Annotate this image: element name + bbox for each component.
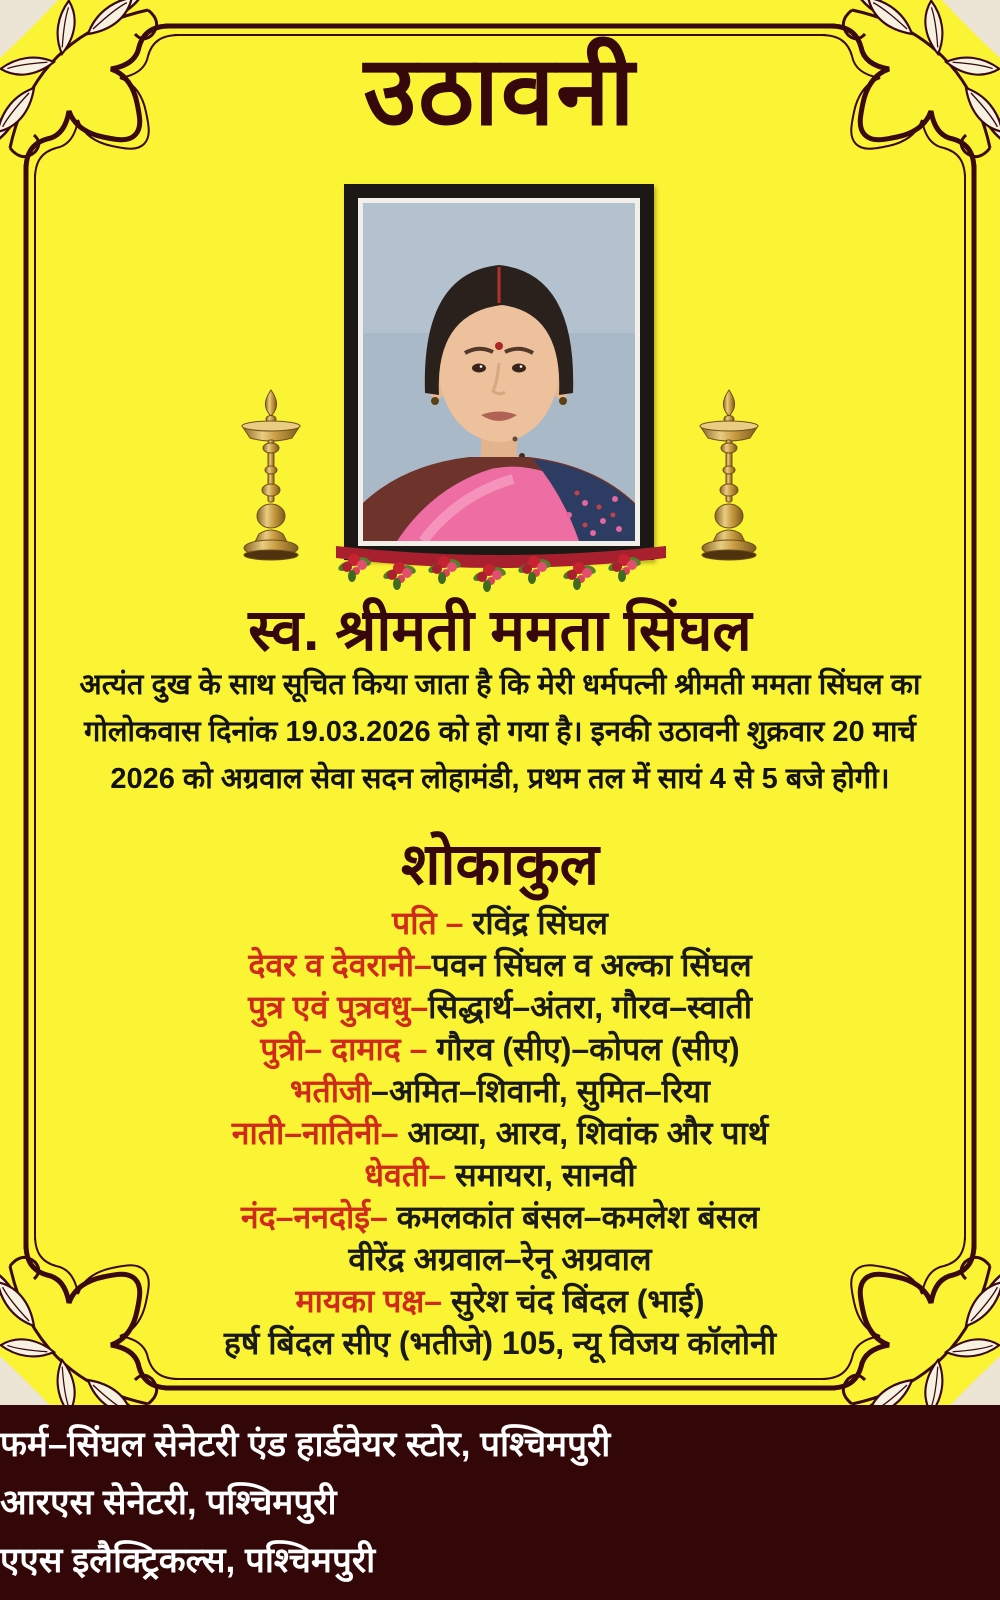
relation-label: पति – bbox=[392, 905, 473, 941]
relation-label: पुत्री– दामाद – bbox=[260, 1031, 437, 1067]
announcement-line: अत्यंत दुख के साथ सूचित किया जाता है कि मेरी धर्मपत्नी श्रीमती ममता सिंघल का bbox=[79, 669, 921, 701]
relation-names: सुरेश चंद बिंदल (भाई) bbox=[451, 1283, 705, 1319]
firm-line: एएस इलैक्ट्रिकल्स, पश्चिमपुरी bbox=[0, 1540, 376, 1580]
mourner-row bbox=[50, 1070, 950, 1112]
relation-names: पवन सिंघल व अल्का सिंघल bbox=[431, 947, 752, 983]
portrait-photo bbox=[363, 203, 635, 541]
announcement-text bbox=[60, 662, 940, 803]
firm-line: फर्म–सिंघल सेनेटरी एंड हार्डवेयर स्टोर, पश्चिमपुरी bbox=[0, 1424, 611, 1464]
oil-lamp-right-icon bbox=[686, 386, 772, 568]
firm-line: आरएस सेनेटरी, पश्चिमपुरी bbox=[0, 1482, 337, 1522]
relation-label: नाती–नातिनी– bbox=[231, 1115, 408, 1151]
mourner-row bbox=[50, 1112, 950, 1154]
relation-label: भतीजी bbox=[289, 1073, 372, 1109]
relation-label: नंद–ननदोई– bbox=[240, 1199, 397, 1235]
mourner-row bbox=[50, 1028, 950, 1070]
relation-label: धेवती– bbox=[364, 1157, 456, 1193]
announcement-line: 2026 को अग्रवाल सेवा सदन लोहामंडी, प्रथम तल में सायं 4 से 5 बजे होगी। bbox=[110, 763, 890, 795]
relation-names: सिद्धार्थ–अंतरा, गौरव–स्वाती bbox=[428, 989, 753, 1025]
mourner-row bbox=[50, 902, 950, 944]
announcement-line: गोलोकवास दिनांक 19.03.2026 को हो गया है। इनकी उठावनी शुक्रवार 20 मार्च bbox=[84, 716, 916, 748]
page-title: उठावनी bbox=[363, 38, 637, 145]
deceased-name: स्व. श्रीमती ममता सिंघल bbox=[248, 598, 752, 663]
firm-footer-bar bbox=[0, 1405, 1000, 1600]
flower-garland-icon bbox=[336, 538, 666, 602]
mourner-row bbox=[50, 986, 950, 1028]
mourner-row bbox=[50, 944, 950, 986]
relation-label: मायका पक्ष– bbox=[295, 1283, 451, 1319]
portrait-photo-frame bbox=[344, 184, 654, 560]
mourners-heading: शोकाकुल bbox=[401, 832, 599, 897]
mourner-row bbox=[50, 1154, 950, 1196]
relation-names: समायरा, सानवी bbox=[455, 1157, 636, 1193]
relation-names: आव्या, आरव, शिवांक और पार्थ bbox=[407, 1115, 769, 1151]
relation-label: देवर व देवरानी– bbox=[248, 947, 432, 983]
mourner-row bbox=[50, 1322, 950, 1364]
relation-names: हर्ष बिंदल सीए (भतीजे) 105, न्यू विजय कॉलोनी bbox=[223, 1325, 777, 1361]
oil-lamp-left-icon bbox=[228, 386, 314, 568]
relation-names: रविंद्र सिंघल bbox=[472, 905, 608, 941]
relation-names: –अमित–शिवानी, सुमित–रिया bbox=[371, 1073, 711, 1109]
mourners-list bbox=[50, 902, 950, 1364]
relation-names: कमलकांत बंसल–कमलेश बंसल bbox=[396, 1199, 760, 1235]
mourner-row bbox=[50, 1238, 950, 1280]
relation-names: वीरेंद्र अग्रवाल–रेनू अग्रवाल bbox=[348, 1241, 652, 1277]
mourner-row bbox=[50, 1196, 950, 1238]
relation-label: पुत्र एवं पुत्रवधु– bbox=[247, 989, 429, 1025]
mourner-row bbox=[50, 1280, 950, 1322]
relation-names: गौरव (सीए)–कोपल (सीए) bbox=[436, 1031, 740, 1067]
